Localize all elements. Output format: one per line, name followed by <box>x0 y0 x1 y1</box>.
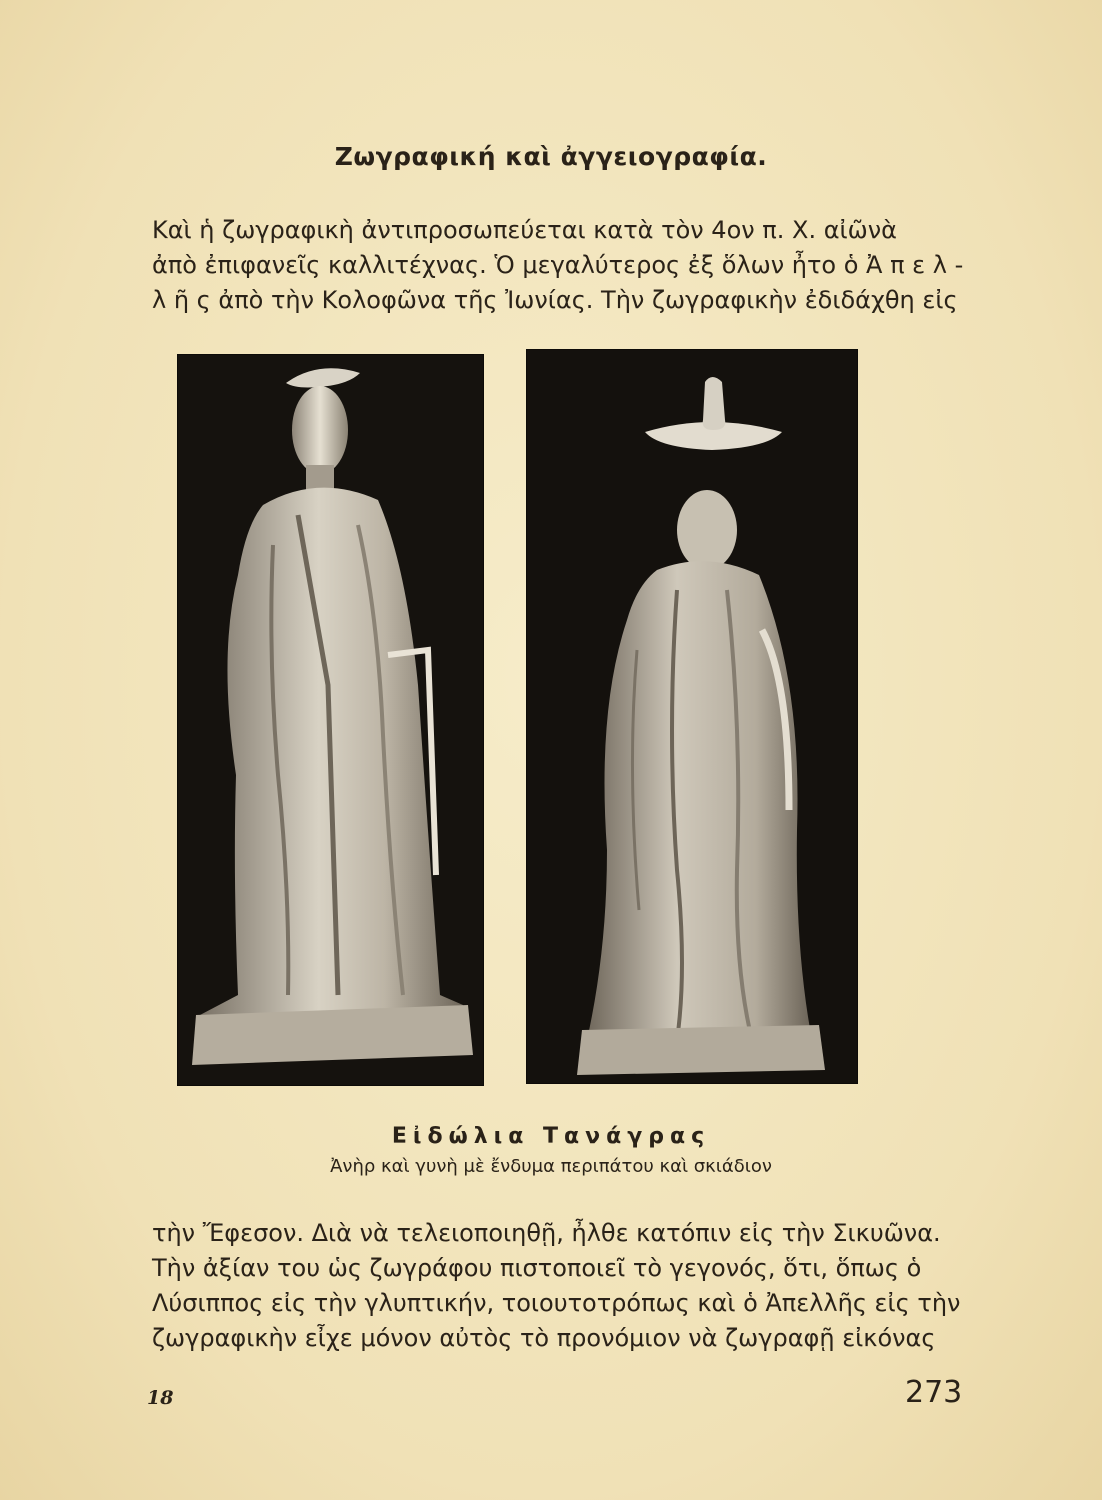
text-line: ἀπὸ ἐπιφανεῖς καλλιτέχνας. Ὁ μεγαλύτερος ἐξ ὅλων ἦτο ὁ Ἀ π ε λ - <box>152 251 964 279</box>
signature-mark: 18 <box>147 1387 174 1409</box>
text-line: Λύσιππος εἰς τὴν γλυπτικήν, τοιουτοτρόπως καὶ ὁ Ἀπελλῆς εἰς τὴν <box>152 1289 961 1317</box>
page-number: 273 <box>905 1375 963 1410</box>
text-line: Τὴν ἀξίαν του ὡς ζωγράφου πιστοποιεῖ τὸ γεγονός, ὅτι, ὅπως ὁ <box>152 1254 922 1282</box>
text-line: ζωγραφικὴν εἶχε μόνον αὐτὸς τὸ προνόμιον νὰ ζωγραφῇ εἰκόνας <box>152 1324 936 1352</box>
paragraph-top <box>152 213 964 318</box>
caption-title: Εἰδώλια Τανάγρας <box>391 1124 711 1149</box>
woman-figurine-image <box>527 350 857 1083</box>
man-figurine-image <box>178 355 483 1085</box>
caption-subtitle: Ἀνὴρ καὶ γυνὴ μὲ ἔνδυμα περιπάτου καὶ σκιάδιον <box>330 1156 772 1177</box>
text-line: Καὶ ἡ ζωγραφικὴ ἀντιπροσωπεύεται κατὰ τὸν 4ον π. Χ. αἰῶνὰ <box>152 216 897 244</box>
text-line: λ ῆ ς ἀπὸ τὴν Κολοφῶνα τῆς Ἰωνίας. Τὴν ζωγραφικὴν ἐδιδάχθη εἰς <box>152 286 958 314</box>
section-heading: Ζωγραφική καὶ ἀγγειογραφία. <box>334 142 768 171</box>
text-line: τὴν Ἔφεσον. Διὰ νὰ τελειοποιηθῇ, ἦλθε κατόπιν εἰς τὴν Σικυῶνα. <box>152 1219 941 1247</box>
paragraph-bottom <box>152 1216 961 1356</box>
photo-woman-figurine <box>527 350 857 1083</box>
photo-man-figurine <box>178 355 483 1085</box>
